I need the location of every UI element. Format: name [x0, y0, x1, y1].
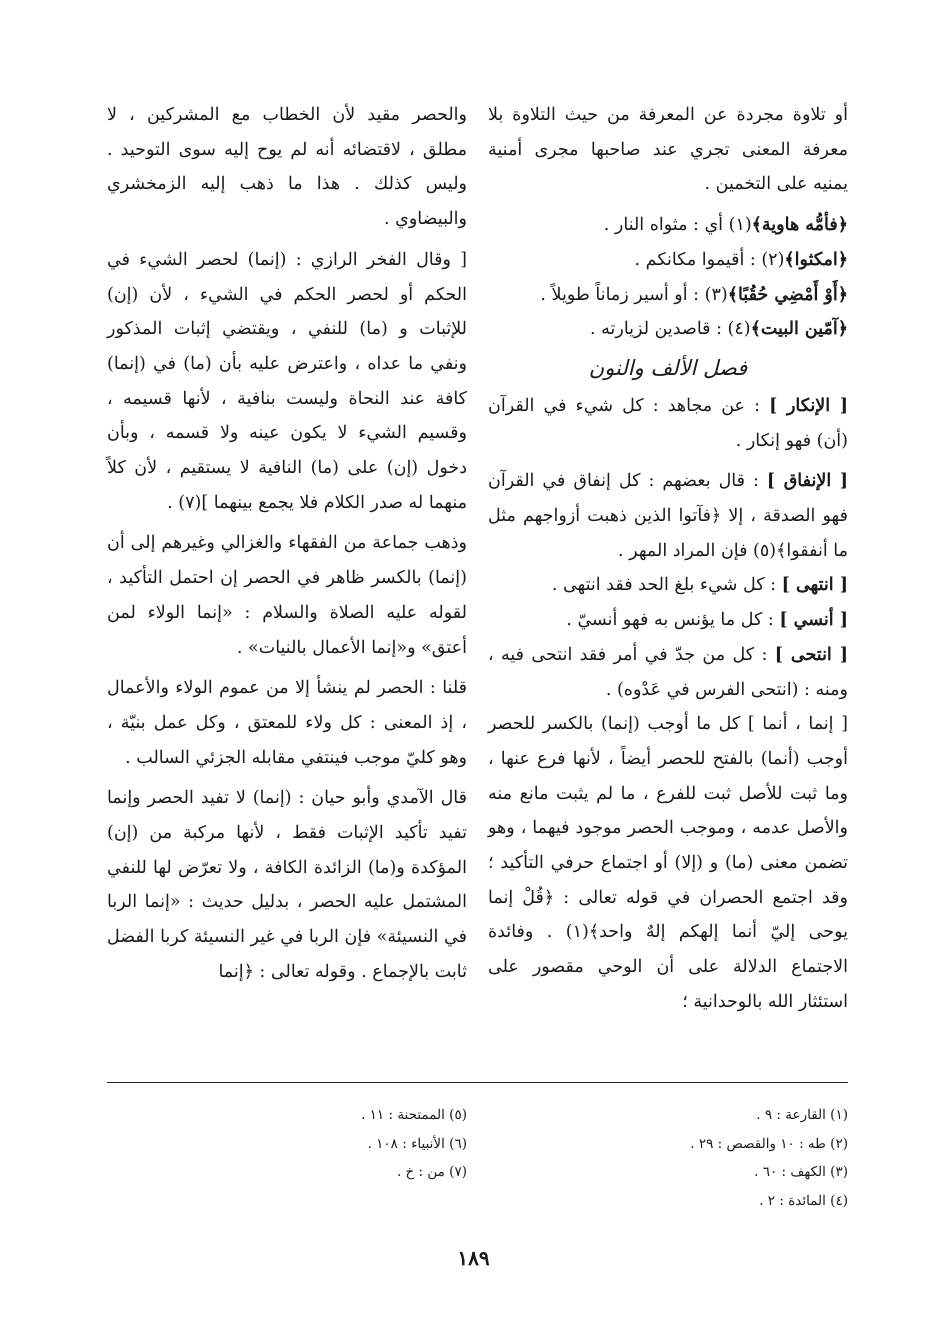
footnote-5: (٥) الممتحنة : ١١ . — [361, 1107, 467, 1123]
entry-term: [ الإنفاق ] — [766, 471, 848, 492]
entry-term: ﴿فأمُّه هاوية﴾ — [751, 215, 848, 236]
footnotes-right — [488, 1101, 848, 1215]
entry-innama: [ إنما ، أنما ] كل ما أوجب (إنما) بالكسر للحصر أوجب (أنما) بالفتح للحصر أيضاً ، لأنها فرع عنها ، وما ثبت للأصل ثبت للفرع ، ما لم يثبت مانع منه والأصل عدمه ، وموجب الحصر موجود فيهما ، وهو تضمن معنى (ما) و (إلا) أو اجتماع حرفي التأكيد ؛ وقد اجتمع الحصران في قوله تعالى : ﴿قُلْ إنما يوحى إليّ أنما إلهكم إلهٌ واحد﴾(١) . وفائدة الاجتماع الدلالة على أن الوحي مقصور على استئثار الله بالوحدانية ؛ — [488, 714, 848, 1012]
entry-intaha — [488, 568, 848, 603]
entry-term: [ أنسي ] — [779, 610, 848, 631]
section-heading: فصل الألف والنون — [588, 355, 748, 380]
entry-ammin — [488, 312, 848, 347]
footnote-6: (٦) الأنبياء : ١٠٨ . — [367, 1135, 467, 1152]
entry-term: [ انتحى ] — [774, 644, 848, 665]
entry-inkar — [488, 389, 848, 458]
footnote-4: (٤) المائدة : ٢ . — [759, 1192, 848, 1209]
entry-term: ﴿امكثوا﴾ — [784, 249, 848, 270]
entry-definition: : عن مجاهد : كل شيء في القرآن (أن) فهو إنكار . — [488, 395, 848, 451]
paragraph-razi: [ وقال الفخر الرازي : (إنما) لحصر الشيء في الحكم أو لحصر الحكم في الشيء ، لأن (إن) للإثبات و (ما) للنفي ، ويقتضي إثبات المذكور ونفي ما عداه ، واعترض عليه بأن (ما) في (إنما) كافة عند النحاة وليست بنافية ، لأنها قسيمه ، وقسيم الشيء لا يكون عينه ولا قسمه ، وبأن دخول (إن) على (ما) النافية لا يستقيم ، لأن كلاً منهما له صدر الكلام فلا يجمع بينهما ](٧) . — [107, 249, 467, 513]
entry-infaq — [488, 464, 848, 568]
paragraph-hasr: والحصر مقيد لأن الخطاب مع المشركين ، لا مطلق ، لاقتضائه أنه لم يوح إليه سوى التوحيد . وليس كذلك . هذا ما ذهب إليه الزمخشري والبيضاوي . — [107, 105, 467, 230]
entry-umkuthu — [488, 243, 848, 278]
footnote-1: (١) القارعة : ٩ . — [756, 1107, 848, 1123]
entry-definition: : كل شيء بلغ الحد فقد انتهى . — [551, 575, 782, 596]
footnote-7: (٧) من : خ . — [396, 1164, 467, 1180]
right-column — [488, 98, 848, 1020]
entry-insi — [488, 603, 848, 638]
entry-definition: : كل من جدّ في أمر فقد انتحى فيه ، ومنه : (انتحى الفرس في عَدْوه) . — [488, 644, 848, 700]
entry-term: [ الإنكار ] — [769, 395, 849, 416]
entry-definition: : كل ما يؤنس به فهو أنسيّ . — [566, 610, 780, 631]
footnotes-left — [107, 1101, 467, 1187]
entry-definition: (٤) : قاصدين لزيارته . — [590, 319, 751, 340]
footnote-3: (٣) الكهف : ٦٠ . — [754, 1164, 848, 1180]
footnote-2: (٢) طه : ١٠ والقصص : ٢٩ . — [690, 1135, 848, 1152]
paragraph-amidi: قال الآمدي وأبو حيان : (إنما) لا تفيد الحصر وإنما تفيد تأكيد الإثبات فقط ، لأنها مركبة من (إن) المؤكدة و(ما) الزائدة الكافة ، ولا تعرّض لها للنفي المشتمل عليه الحصر ، بدليل حديث : «إنما الربا في النسيئة» فإن الربا في غير النسيئة كربا الفضل ثابت بالإجماع . وقوله تعالى : ﴿إنما — [107, 788, 467, 982]
footnote-divider — [107, 1082, 848, 1083]
paragraph-intro: أو تلاوة مجردة عن المعرفة من حيث التلاوة بلا معرفة المعنى تجري عند صاحبها مجرى أمنية يمنيه على التخمين . — [488, 105, 848, 195]
paragraph-qulna: قلنا : الحصر لم ينشأ إلا من عموم الولاء والأعمال ، إذ المعنى : كل ولاء للمعتق ، وكل عمل بنيّة ، وهو كليّ موجب فينتفي مقابله الجزئي السالب . — [107, 678, 467, 768]
entry-definition: (٢) : أقيموا مكانكم . — [634, 249, 785, 270]
left-column — [107, 98, 467, 990]
entry-term: ﴿أَوْ أَمْضِي حُقُبًا﴾ — [727, 284, 848, 305]
entry-amdi — [488, 278, 848, 313]
entry-intaha-2 — [488, 638, 848, 707]
entry-definition: (١) أي : مثواه النار . — [603, 215, 752, 236]
entry-definition: : قال بعضهم : كل إنفاق في القرآن فهو الصدقة ، إلا ﴿فآتوا الذين ذهبت أزواجهم مثل ما أنفقوا﴾(٥) فإن المراد المهر . — [488, 471, 848, 561]
entry-fa-ummuhu — [488, 208, 848, 243]
page-number: ١٨٩ — [457, 1246, 490, 1270]
entry-definition: (٣) : أو أسير زماناً طويلاً . — [540, 284, 728, 305]
paragraph-fuqaha: وذهب جماعة من الفقهاء والغزالي وغيرهم إلى أن (إنما) بالكسر ظاهر في الحصر إن احتمل التأكيد ، لقوله عليه الصلاة والسلام : «إنما الولاء لمن أعتق» و«إنما الأعمال بالنيات» . — [107, 533, 467, 658]
entry-term: [ انتهى ] — [781, 575, 848, 596]
entry-term: ﴿آمّين البيت﴾ — [750, 319, 848, 340]
